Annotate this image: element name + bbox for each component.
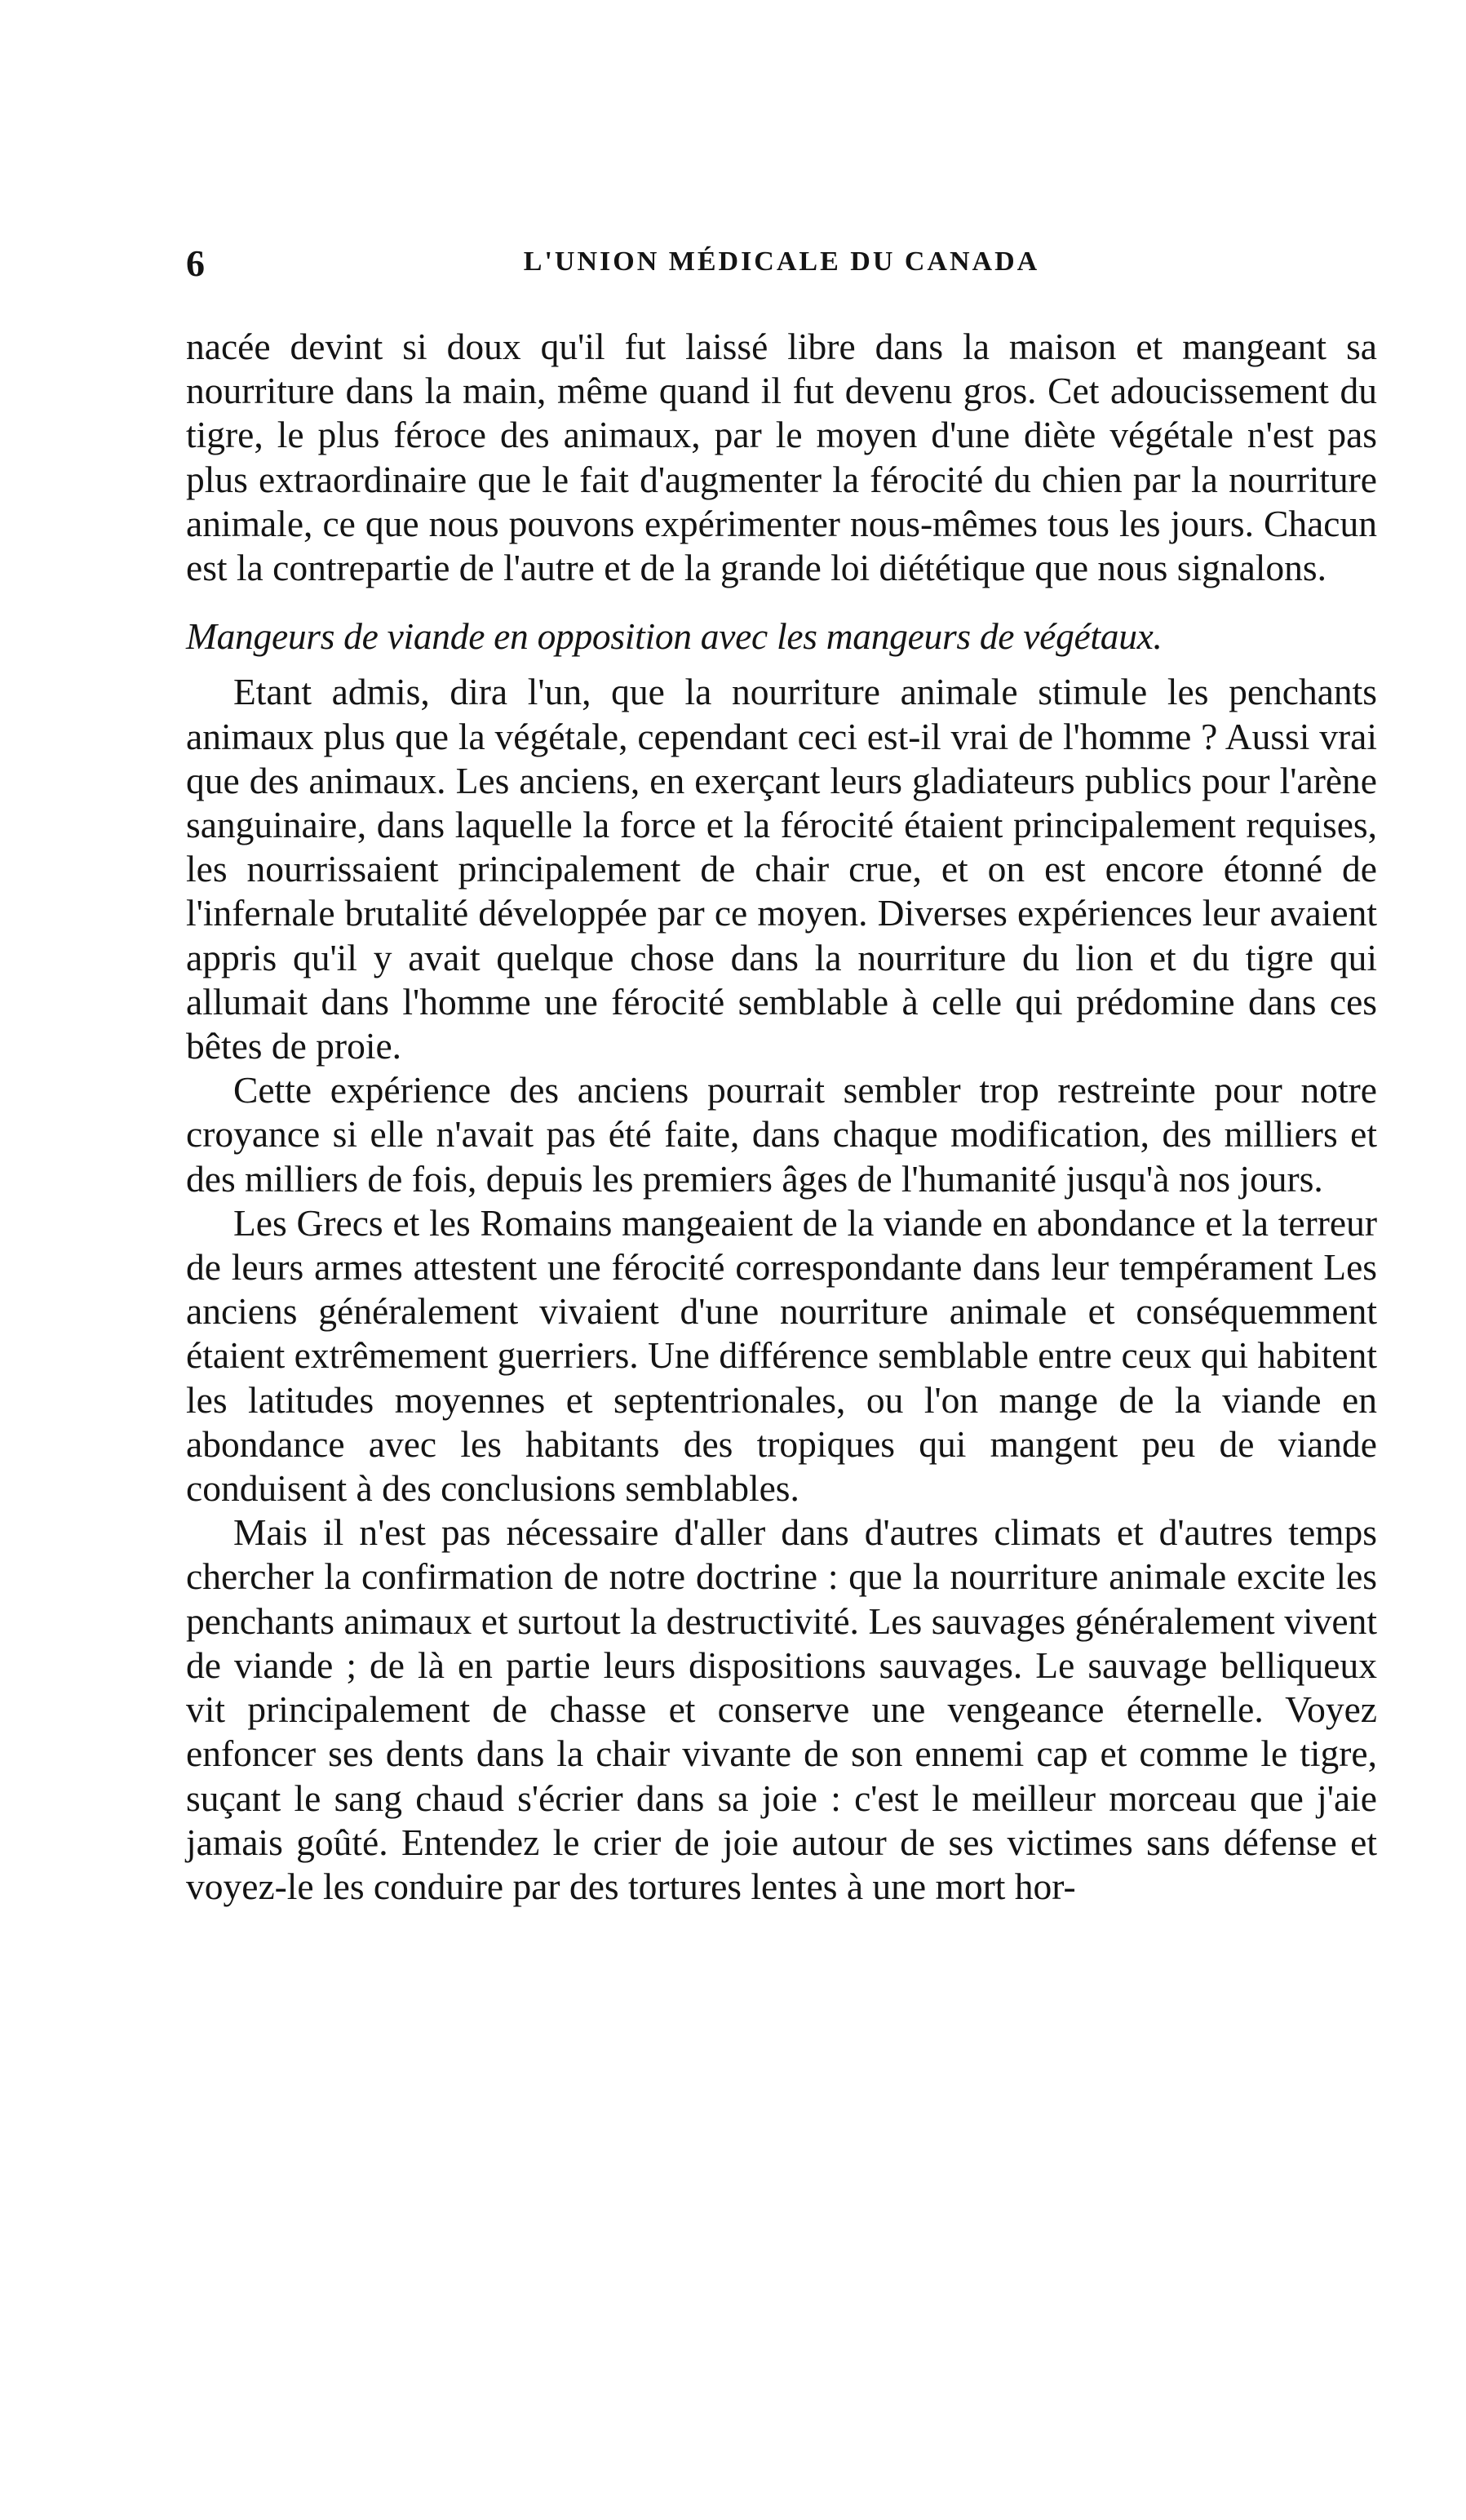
paragraph: Mais il n'est pas nécessaire d'aller dans d'autres climats et d'autres temps chercher la confirmation de notre doctrine : que la nourriture animale excite les penchants animaux et surtout la destructivité. Les sauvages généralement vivent de viande ; de là en partie leurs dispositions sauvages. Le sauvage belliqueux vit principalement de chasse et conserve une vengeance éternelle. Voyez enfoncer ses dents dans la chair vivante de son ennemi cap et comme le tigre, suçant le sang chaud s'écrier dans sa joie : c'est le meilleur morceau que j'aie jamais goûté. Entendez le crier de joie autour de ses victimes sans défense et voyez-le les conduire par des tortures lentes à une mort hor-	[186, 1511, 1377, 1907]
book-page	[186, 242, 1377, 1909]
paragraph: Etant admis, dira l'un, que la nourriture animale stimule les penchants animaux plus que la végétale, cependant ceci est-il vrai de l'homme ? Aussi vrai que des animaux. Les anciens, en exerçant leurs gladiateurs publics pour l'arène sanguinaire, dans laquelle la force et la férocité étaient principalement requises, les nourrissaient principalement de chair crue, et on est encore étonné de l'infernale brutalité développée par ce moyen. Diverses expériences leur avaient appris qu'il y avait quelque chose dans la nourriture du lion et du tigre qui allumait dans l'homme une férocité semblable à celle qui prédomine dans ces bêtes de proie.	[186, 671, 1377, 1067]
paragraph: Les Grecs et les Romains mangeaient de la viande en abondance et la terreur de leurs armes attestent une férocité correspondante dans leur tempérament Les anciens généralement vivaient d'une nourriture animale et conséquemment étaient extrêmement guerriers. Une différence semblable entre ceux qui habitent les latitudes moyennes et septentrionales, ou l'on mange de la viande en abondance avec les habitants des tropiques qui mangent peu de viande conduisent à des conclusions semblables.	[186, 1201, 1377, 1510]
page-number: 6	[186, 242, 206, 284]
journal-title: L'UNION MÉDICALE DU CANADA	[523, 246, 1040, 277]
paragraph: Cette expérience des anciens pourrait sembler trop restreinte pour notre croyance si elle n'avait pas été faite, dans chaque modification, des milliers et des milliers de fois, depuis les premiers âges de l'humanité jusqu'à nos jours.	[186, 1069, 1377, 1200]
section-heading: Mangeurs de viande en opposition avec les mangeurs de végétaux.	[186, 615, 1163, 658]
running-header	[186, 242, 1377, 291]
article-body	[186, 325, 1377, 1909]
paragraph-continued: nacée devint si doux qu'il fut laissé libre dans la maison et mangeant sa nourriture dans la main, même quand il fut devenu gros. Cet adoucissement du tigre, le plus féroce des animaux, par le moyen d'une diète végétale n'est pas plus extraordinaire que le fait d'augmenter la férocité du chien par la nourriture animale, ce que nous pouvons expérimenter nous-mêmes tous les jours. Chacun est la contrepartie de l'autre et de la grande loi diététique que nous signalons.	[186, 326, 1377, 589]
